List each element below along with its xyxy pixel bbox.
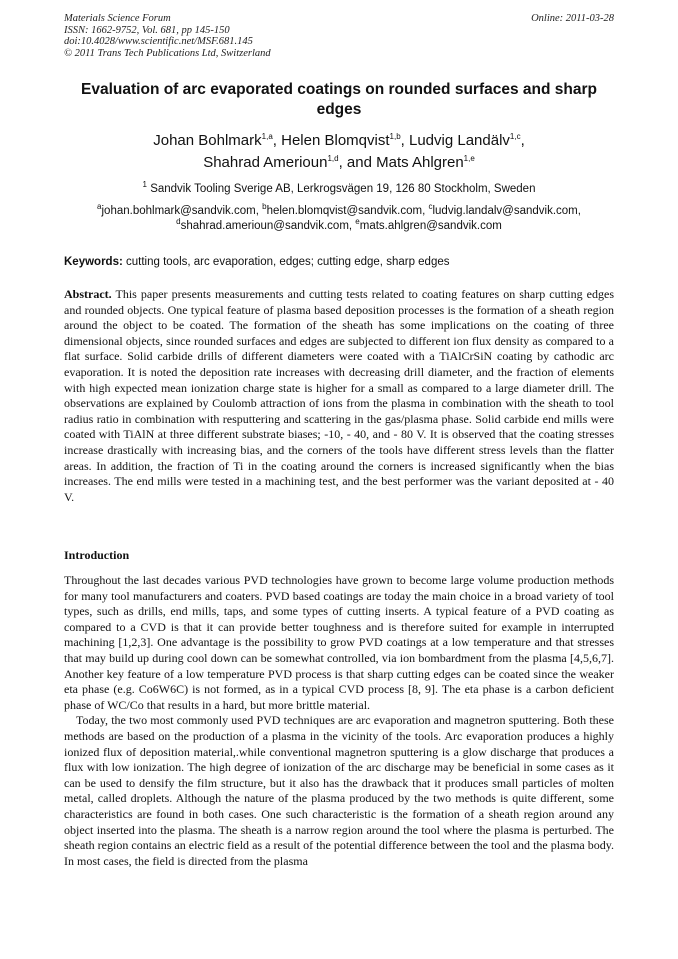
email-superscript: e xyxy=(355,217,360,227)
journal-issn: ISSN: 1662-9752, Vol. 681, pp 145-150 xyxy=(64,24,230,36)
abstract xyxy=(64,287,614,505)
email-address: helen.blomqvist@sandvik.com, xyxy=(266,205,426,217)
paragraph: Throughout the last decades various PVD technologies have grown to become large volume production methods for many tool manufacturers and coaters. PVD based coatings are today the main choice in a broad variety of tool types, such as drills, end mills, taps, and some types of cutting inserts. A typical feature of a PVD coating as compared to a CVD is that it can provide better toughness and is therefore suited for example in interrupted machining [1,2,3]. One advantage is the possibility to grow PVD coatings at a low temperature and that stresses that may build up during cool down can be somewhat controlled, via ion bombardment from the plasma [4,5,6,7]. Another key feature of a low temperature PVD process is that sharp cutting edges can be coated since the weaker eta phase (e.g. Co6W6C) is not formed, as in a typical CVD process [8, 9]. The eta phase is a carbon deficient phase of WC/Co that results in a hard, but more brittle material. xyxy=(64,573,614,712)
paper-title: Evaluation of arc evaporated coatings on rounded surfaces and sharp edges xyxy=(81,81,597,118)
keywords-label: Keywords: xyxy=(64,256,123,268)
email-superscript: c xyxy=(428,202,433,212)
author-superscript: 1,a xyxy=(261,132,273,141)
author-superscript: 1,b xyxy=(389,132,401,141)
author-name: Ludvig Landälv xyxy=(408,132,510,149)
author-superscript: 1,d xyxy=(327,154,339,163)
paragraph: Today, the two most commonly used PVD techniques are arc evaporation and magnetron sputtering. Both these methods are based on the production of a plasma in the vicinity of the tools. Arc evaporation produces a highly ionized flux of deposition material,.while conventional magnetron sputtering is a glow discharge that produces a flux with low ionization. The high degree of ionization of the arc discharge may be beneficial in some cases as it can be used to densify the film structure, but it also has the drawback that it produces small particles of molten metal, called droplets. Although the nature of the plasma produced by the two methods is quite different, some characteristics are found in both cases. One such characteristic is the formation of a sheath region around any object inserted into the plasma. The sheath is a narrow region around the tool where the plasma is perturbed. The sheath region contains an electric field as a result of the potential difference between the tool and the plasma body. In most cases, the field is directed from the plasma xyxy=(64,713,614,868)
affiliation-text: Sandvik Tooling Sverige AB, Lerkrogsvägen 19, 126 80 Stockholm, Sweden xyxy=(150,183,536,195)
author-conjunction: and xyxy=(346,154,372,171)
journal-header xyxy=(64,13,271,59)
affiliation-superscript: 1 xyxy=(142,180,147,190)
journal-name: Materials Science Forum xyxy=(64,13,171,24)
journal-doi: doi:10.4028/www.scientific.net/MSF.681.145 xyxy=(64,36,253,47)
abstract-text: This paper presents measurements and cutting tests related to coating features on sharp cutting edges and rounded objects. One typical feature of plasma based deposition processes is the formation of a sheath region around the object to be coated. The formation of the sheath has some implications on the coating of three dimensional objects, since rounded surfaces and edges are subjected to different ion flux density as compared to a flat surface. Solid carbide drills of different diameters were coated with a TiAlCrSiN coating by cathodic arc evaporation. It is noted the deposition rate increases with decreasing drill diameter, and the fraction of elements with high expected mean ionization charge state is higher for a small as compared to a large diameter drill. The observations are explained by Coulomb attraction of ions from the plasma in combination with the sheath to tool radius ratio in combination with resputtering and scattering in the gas/plasma phase. Solid carbide end mills were coated with TiAlN at three different substrate biases; -10, - 40, and - 80 V. It is observed that the coating stresses increase drastically with increasing bias, and the corners of the tools have different stress levels than the flatter areas. In addition, the fraction of Ti in the coating around the corners is increased significantly when the bias increases. The end mills were tested in a machining test, and the best performer was the variant deposited at - 40 V. xyxy=(64,287,614,504)
journal-copyright: © 2011 Trans Tech Publications Ltd, Switzerland xyxy=(64,47,271,59)
email-address: mats.ahlgren@sandvik.com xyxy=(359,220,502,232)
email-address: johan.bohlmark@sandvik.com, xyxy=(101,205,259,217)
author-name: Helen Blomqvist xyxy=(281,132,390,149)
email-address: shahrad.amerioun@sandvik.com, xyxy=(180,220,353,232)
keywords-text: cutting tools, arc evaporation, edges; cutting edge, sharp edges xyxy=(126,256,450,268)
author-name: Shahrad Amerioun xyxy=(203,154,328,171)
keywords xyxy=(64,255,614,270)
email-superscript: a xyxy=(97,202,102,212)
author-name: Mats Ahlgren xyxy=(376,154,464,171)
author-superscript: 1,c xyxy=(509,132,521,141)
author-list: Johan Bohlmark$^{1,a}$, Helen Blomqvist$^{1,b}$, Ludvig Landälv$^{1,c}$, Shahrad Amerioun$^{1,d}$, and Mats Ahlgren$^{1,e}$ xyxy=(153,132,525,171)
online-date: Online: 2011-03-28 xyxy=(531,13,614,24)
affiliation xyxy=(64,182,614,197)
abstract-label: Abstract. xyxy=(64,287,112,301)
author-superscript: 1,e xyxy=(463,154,475,163)
author-name: Johan Bohlmark xyxy=(153,132,262,149)
email-superscript: b xyxy=(262,202,267,212)
email-superscript: d xyxy=(176,217,181,227)
introduction-body xyxy=(64,573,614,869)
email-list xyxy=(64,204,614,234)
introduction-heading: Introduction xyxy=(64,548,130,562)
email-address: ludvig.landalv@sandvik.com, xyxy=(432,205,581,217)
